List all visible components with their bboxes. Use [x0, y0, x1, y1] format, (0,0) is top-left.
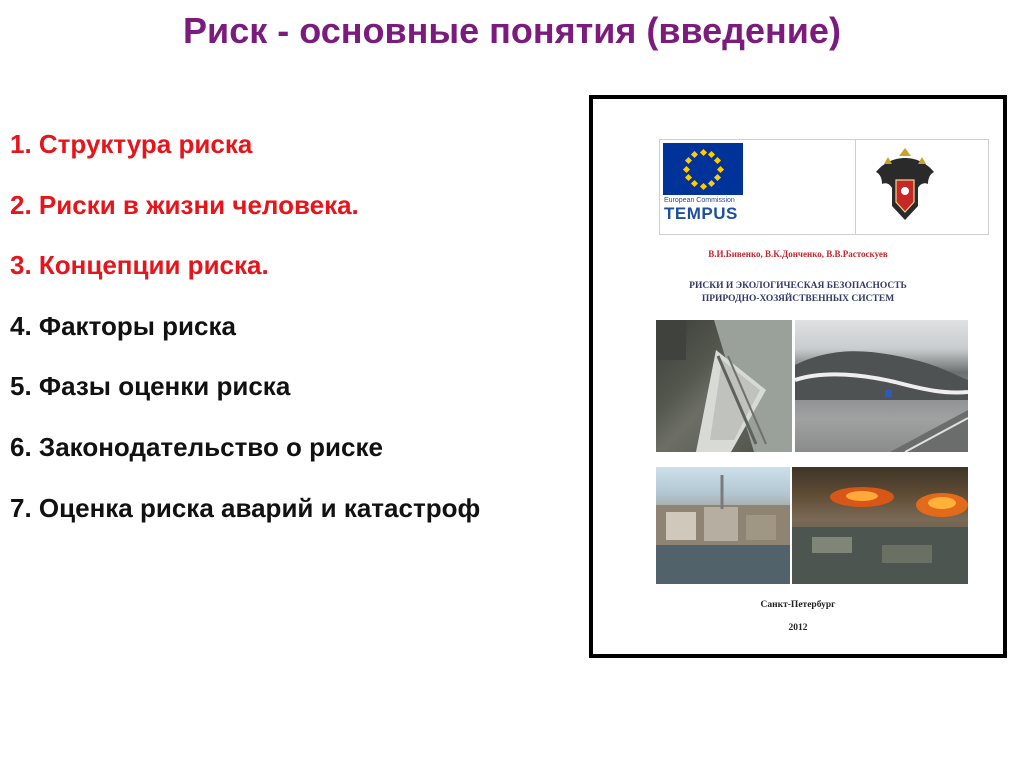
book-authors: В.И.Бивенко, В.К.Донченко, В.В.Растоскуев [708, 249, 888, 259]
eu-star-icon [691, 180, 698, 187]
slide-title: Риск - основные понятия (введение) [183, 10, 841, 51]
european-commission-label: European Commission [664, 197, 735, 204]
agenda-item-risk-concepts: 3. Концепции риска. [10, 250, 269, 281]
tempus-logo: TEMPUS [664, 204, 738, 223]
eu-star-icon [708, 180, 715, 187]
eu-star-icon [691, 151, 698, 158]
nuclear-plant-damage-photo [656, 467, 790, 584]
agenda-item-accident-risk-assessment: 7. Оценка риска аварий и катастроф [10, 492, 481, 523]
agenda-item-assessment-phases: 5. Фазы оценки риска [10, 371, 291, 402]
eu-star-icon [708, 151, 715, 158]
eu-star-icon [714, 157, 721, 164]
book-cover [589, 95, 1007, 658]
publication-year: 2012 [788, 623, 808, 633]
book-title-line-1: РИСКИ И ЭКОЛОГИЧЕСКАЯ БЕЗОПАСНОСТЬ [689, 281, 907, 291]
eu-star-icon [714, 174, 721, 181]
eu-flag-icon [663, 143, 743, 195]
book-title [593, 280, 1003, 306]
eu-star-icon [699, 148, 706, 155]
eu-star-icon [699, 182, 706, 189]
publication-city: Санкт-Петербург [760, 600, 836, 610]
cover-logos [659, 139, 989, 235]
tsunami-wave-photo [795, 320, 968, 452]
eu-star-icon [685, 157, 692, 164]
eu-star-icon [716, 165, 723, 172]
logo-divider [855, 140, 856, 234]
double-headed-eagle-crest-icon [870, 144, 940, 228]
book-title-line-2: ПРИРОДНО-ХОЗЯЙСТВЕННЫХ СИСТЕМ [701, 294, 895, 304]
agenda-item-risks-in-life: 2. Риски в жизни человека. [10, 189, 359, 220]
agenda-list [10, 124, 480, 548]
eu-star-icon [685, 174, 692, 181]
dam-aerial-photo [656, 320, 792, 452]
agenda-item-structure: 1. Структура риска [10, 129, 253, 159]
eu-star-icon [682, 165, 689, 172]
agenda-item-legislation: 6. Законодательство о риске [10, 431, 383, 462]
agenda-item-risk-factors: 4. Факторы риска [10, 310, 236, 341]
city-fire-photo [792, 467, 968, 584]
